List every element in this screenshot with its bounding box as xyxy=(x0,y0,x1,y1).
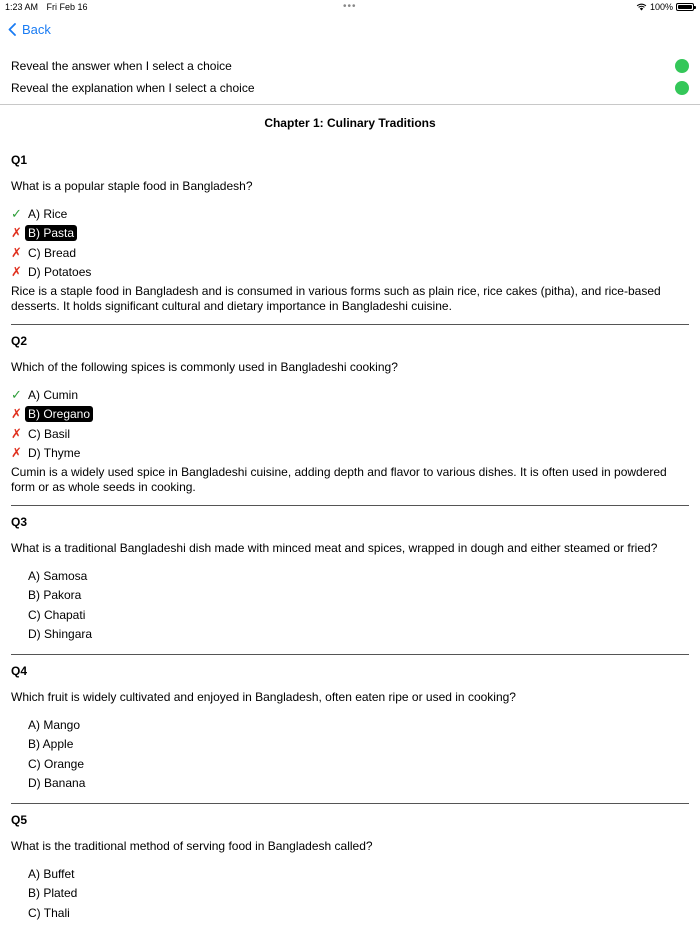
status-right xyxy=(636,2,694,12)
question xyxy=(0,144,700,314)
choice-option[interactable] xyxy=(11,263,689,283)
choice-option[interactable] xyxy=(11,224,689,244)
choice-label: C) Thali xyxy=(28,905,70,920)
choice-option[interactable] xyxy=(11,625,689,645)
setting-label: Reveal the explanation when I select a choice xyxy=(11,81,255,95)
choice-option[interactable] xyxy=(11,754,689,774)
choice-option[interactable] xyxy=(11,243,689,263)
checkmark-icon: ✓ xyxy=(11,205,22,221)
battery-percent: 100% xyxy=(649,2,673,12)
choice-option[interactable] xyxy=(11,903,689,923)
setting-reveal-answer xyxy=(0,55,700,77)
choice-option[interactable] xyxy=(11,204,689,224)
choice-option[interactable] xyxy=(11,566,689,586)
question-block xyxy=(0,655,700,803)
setting-label: Reveal the answer when I select a choice xyxy=(11,59,232,73)
chevron-left-icon xyxy=(8,23,16,36)
question-number: Q4 xyxy=(11,664,28,678)
choice-list xyxy=(11,383,689,463)
choice-label: B) Oregano xyxy=(25,406,93,422)
choice-label: A) Buffet xyxy=(28,866,75,881)
question-number: Q1 xyxy=(11,153,28,167)
question-text: Which fruit is widely cultivated and enjoyed in Bangladesh, often eaten ripe or used in cooking? xyxy=(11,690,516,704)
question-list xyxy=(0,144,700,933)
choice-label: D) Banana xyxy=(28,776,86,791)
checkmark-icon: ✓ xyxy=(11,386,22,402)
choice-option[interactable] xyxy=(11,735,689,755)
question-number: Q2 xyxy=(11,334,28,348)
choice-list xyxy=(11,713,689,793)
setting-reveal-explanation xyxy=(0,77,700,99)
question-text: What is the traditional method of serving food in Bangladesh called? xyxy=(11,839,373,853)
choice-list xyxy=(11,202,689,282)
battery-icon xyxy=(676,3,694,11)
choice-label: C) Orange xyxy=(28,756,85,771)
cross-icon: ✗ xyxy=(11,445,22,461)
choice-label: A) Samosa xyxy=(28,568,88,583)
question-block xyxy=(0,325,700,505)
divider xyxy=(0,104,700,105)
choice-label: A) Mango xyxy=(28,717,81,732)
question xyxy=(0,804,700,923)
question xyxy=(0,506,700,644)
status-left xyxy=(5,2,94,12)
choice-list xyxy=(11,564,689,644)
question-text: What is a popular staple food in Bangladesh? xyxy=(11,179,253,193)
choice-option[interactable] xyxy=(11,385,689,405)
back-button[interactable] xyxy=(8,22,51,37)
status-bar xyxy=(0,0,700,14)
cross-icon: ✗ xyxy=(11,406,22,422)
status-date: Fri Feb 16 xyxy=(46,2,88,12)
cross-icon: ✗ xyxy=(11,425,22,441)
wifi-icon xyxy=(636,3,647,11)
choice-label: B) Apple xyxy=(28,737,74,752)
choice-label: B) Pakora xyxy=(28,588,82,603)
choice-option[interactable] xyxy=(11,444,689,464)
settings-section xyxy=(0,55,700,99)
question xyxy=(0,655,700,793)
choice-option[interactable] xyxy=(11,884,689,904)
choice-option[interactable] xyxy=(11,864,689,884)
back-label: Back xyxy=(22,22,51,37)
choice-label: B) Plated xyxy=(28,886,78,901)
question-number: Q3 xyxy=(11,515,28,529)
question-number: Q5 xyxy=(11,813,28,827)
choice-label: C) Chapati xyxy=(28,607,86,622)
reveal-explanation-toggle[interactable] xyxy=(675,81,689,95)
question-block xyxy=(0,506,700,654)
question-text: Which of the following spices is commonly used in Bangladeshi cooking? xyxy=(11,360,398,374)
status-time: 1:23 AM xyxy=(5,2,39,12)
choice-label: B) Pasta xyxy=(25,225,77,241)
multitasking-dots-icon[interactable]: ••• xyxy=(343,1,357,12)
choice-label: D) Thyme xyxy=(28,446,81,461)
question xyxy=(0,325,700,495)
choice-option[interactable] xyxy=(11,405,689,425)
chapter-title: Chapter 1: Culinary Traditions xyxy=(264,116,436,130)
explanation-text: Rice is a staple food in Bangladesh and is consumed in various forms such as plain rice, rice cakes (pitha), and rice-based desserts. It holds significant cultural and dietary importance in Bangladeshi cuisine. xyxy=(11,284,661,313)
question-text: What is a traditional Bangladeshi dish made with minced meat and spices, wrapped in dough and either steamed or fried? xyxy=(11,541,658,555)
cross-icon: ✗ xyxy=(11,264,22,280)
reveal-answer-toggle[interactable] xyxy=(675,59,689,73)
choice-label: C) Bread xyxy=(28,245,77,260)
choice-option[interactable] xyxy=(11,605,689,625)
choice-label: A) Rice xyxy=(28,206,68,221)
choice-option[interactable] xyxy=(11,715,689,735)
question-block xyxy=(0,144,700,324)
choice-label: C) Basil xyxy=(28,426,71,441)
cross-icon: ✗ xyxy=(11,225,22,241)
choice-label: A) Cumin xyxy=(28,387,79,402)
choice-option[interactable] xyxy=(11,424,689,444)
choice-list xyxy=(11,862,689,923)
choice-option[interactable] xyxy=(11,774,689,794)
choice-label: D) Potatoes xyxy=(28,265,92,280)
choice-label: D) Shingara xyxy=(28,627,93,642)
explanation-text: Cumin is a widely used spice in Bangladeshi cuisine, adding depth and flavor to various dishes. It is often used in powdered form or as whole seeds in cooking. xyxy=(11,465,667,494)
cross-icon: ✗ xyxy=(11,244,22,260)
question-block xyxy=(0,804,700,933)
choice-option[interactable] xyxy=(11,586,689,606)
